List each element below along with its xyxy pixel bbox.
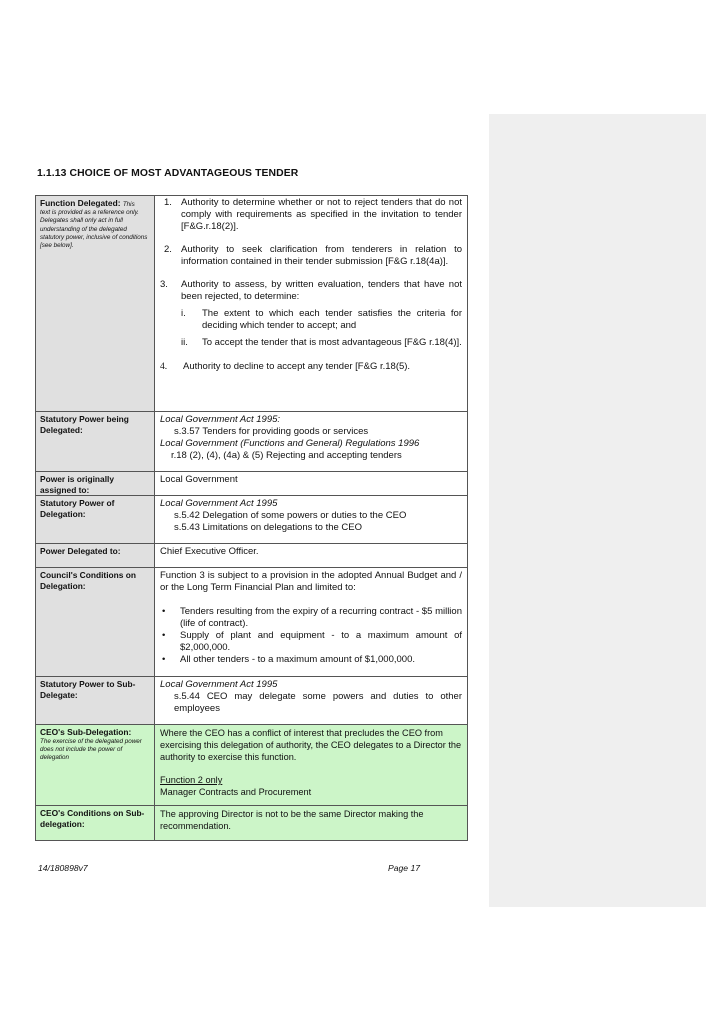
value-cell <box>155 806 468 841</box>
page-number: Page 17 <box>388 863 421 873</box>
comment-pane <box>489 114 706 907</box>
reference-note: text is provided as a reference only. Delegates shall only act in full understanding of the delegated statutory power, inclusive of conditions [see below]. <box>40 209 148 250</box>
sub-delegation-text: Where the CEO has a conflict of interest that precludes the CEO from exercising this delegation of authority, the CEO delegates to a Director the authority to exercise this function. <box>160 728 462 763</box>
sub-delegation-note: The exercise of the delegated power does not include the power of delegation <box>40 737 142 762</box>
section-line: s.5.42 Delegation of some powers or duties to the CEO <box>174 510 407 522</box>
value-cell <box>155 472 468 496</box>
row-label: Statutory Power to Sub-Delegate: <box>40 679 136 700</box>
row-ceo-conditions <box>36 806 468 841</box>
row-label: Statutory Power of Delegation: <box>40 498 115 519</box>
condition-bullet: • All other tenders - to a maximum amount of $1,000,000. <box>162 654 415 666</box>
reference-note-inline: This <box>122 201 135 208</box>
label-cell <box>36 496 155 544</box>
document-reference: 14/180898v7 <box>38 863 88 873</box>
value-cell <box>155 496 468 544</box>
row-council-conditions <box>36 568 468 677</box>
section-line: s.5.43 Limitations on delegations to the CEO <box>174 522 363 534</box>
row-label: CEO's Sub-Delegation: <box>40 727 132 738</box>
row-label: Statutory Power being Delegated: <box>40 414 129 435</box>
row-delegated-to <box>36 544 468 568</box>
ceo-conditions-text: The approving Director is not to be the same Director making the recommendation. <box>160 809 424 832</box>
row-label: Function Delegated: <box>40 198 121 208</box>
row-label: CEO's Conditions on Sub-delegation: <box>40 808 145 829</box>
row-label: Power is originally assigned to: <box>40 474 115 495</box>
assigned-value: Local Government <box>160 474 238 485</box>
value-cell <box>155 725 468 806</box>
regulation-line: r.18 (2), (4), (4a) & (5) Rejecting and accepting tenders <box>171 450 402 461</box>
label-cell <box>36 806 155 841</box>
regulations-name: Local Government (Functions and General) Regulations 1996 <box>160 438 420 449</box>
label-cell <box>36 472 155 496</box>
function-item: 2. Authority to seek clarification from tenderers in relation to information contained in their tender submission [F&G r.18(4a)]. <box>164 244 462 267</box>
row-label: Council's Conditions on Delegation: <box>40 570 136 591</box>
label-cell <box>36 412 155 472</box>
row-label: Power Delegated to: <box>40 546 121 557</box>
section-heading: 1.1.13 CHOICE OF MOST ADVANTAGEOUS TENDER <box>37 168 299 179</box>
condition-bullet: • Supply of plant and equipment - to a maximum amount of $2,000,000. <box>162 630 462 654</box>
conditions-intro: Function 3 is subject to a provision in the adopted Annual Budget and / or the Long Term Financial Plan and limited to: <box>160 570 462 594</box>
label-cell <box>36 725 155 806</box>
value-cell <box>155 677 468 725</box>
row-function-delegated <box>36 196 468 412</box>
sub-delegate-name: Manager Contracts and Procurement <box>160 787 312 798</box>
value-cell <box>155 412 468 472</box>
label-cell <box>36 568 155 677</box>
label-cell <box>36 196 155 412</box>
function-item: 4. Authority to decline to accept any tender [F&G r.18(5). <box>160 361 411 372</box>
delegation-table <box>35 195 468 841</box>
act-name: Local Government Act 1995 <box>160 498 278 510</box>
act-name: Local Government Act 1995: <box>160 414 281 425</box>
row-statutory-power <box>36 412 468 472</box>
row-assigned-to <box>36 472 468 496</box>
row-power-of-delegation <box>36 496 468 544</box>
delegated-to-value: Chief Executive Officer. <box>160 546 259 558</box>
function-subitem: i. The extent to which each tender satisfies the criteria for deciding which tender to accept; and <box>181 308 462 331</box>
row-ceo-sub-delegation <box>36 725 468 806</box>
function-scope: Function 2 only <box>160 775 223 786</box>
act-name: Local Government Act 1995 <box>160 679 278 691</box>
label-cell <box>36 544 155 568</box>
value-cell <box>155 568 468 677</box>
section-line: s.3.57 Tenders for providing goods or services <box>174 426 369 437</box>
section-line: s.5.44 CEO may delegate some powers and duties to other employees <box>174 691 462 715</box>
condition-bullet: • Tenders resulting from the expiry of a recurring contract - $5 million (life of contract). <box>162 606 462 630</box>
label-cell <box>36 677 155 725</box>
function-item: 1. Authority to determine whether or not to reject tenders that do not comply with requirements as specified in the invitation to tender [F&G.r.18(2)]. <box>164 197 462 232</box>
value-cell <box>155 544 468 568</box>
function-items <box>155 196 468 412</box>
row-sub-delegate <box>36 677 468 725</box>
function-subitem: ii. To accept the tender that is most advantageous [F&G r.18(4)]. <box>181 337 462 348</box>
function-item: 3. Authority to assess, by written evaluation, tenders that have not been rejected, to determine: <box>160 279 462 302</box>
